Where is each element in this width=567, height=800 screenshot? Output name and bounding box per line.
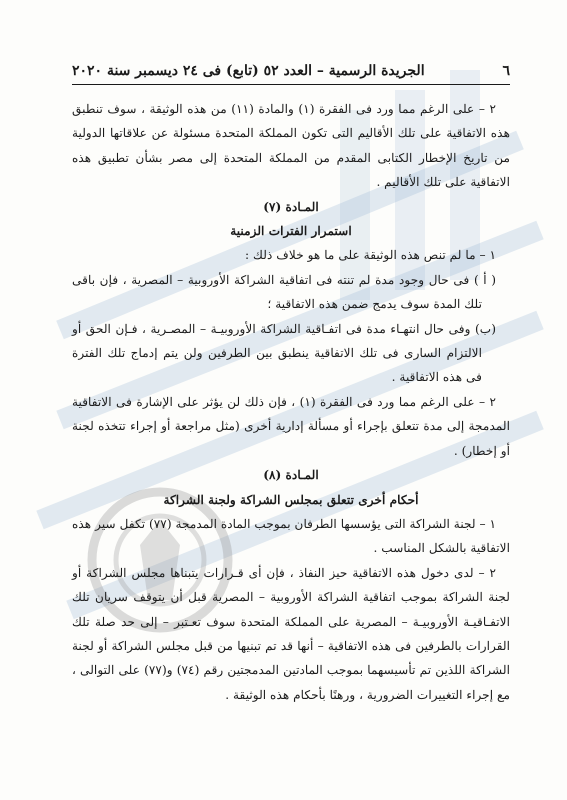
document-page xyxy=(72,60,510,760)
article-7-clause-1b: (ب) وفى حال انتهـاء مدة فى اتفـاقية الشراكة الأوروبيـة – المصـرية ، فـإن الحق أو الالتزام السارى فى تلك الاتفاقية ينطبق بين الطرفين ولن يتم إدماج تلك الفترة فى هذه الاتفاقية . xyxy=(72,321,496,385)
article-7-clause-1a: ( أ ) فى حال وجود مدة لم تنته فى اتفاقية الشراكة الأوروبية – المصرية ، فإن باقى تلك المدة سوف يدمج ضمن هذه الاتفاقية ؛ xyxy=(72,272,496,312)
article-7-clause-2: ٢ – على الرغم مما ورد فى الفقرة (١) ، فإن ذلك لن يؤثر على الإشارة فى الاتفاقية المدمجة إلى مدة تتعلق بإجراء أو مسألة إدارية أخرى (مثل مراجعة أو إجراء تتخذه لجنة أو إخطار) . xyxy=(72,394,510,458)
article-8-heading: أحكام أخرى تتعلق بمجلس الشراكة ولجنة الشراكة xyxy=(163,492,419,507)
article-8-title: المـادة (٨) xyxy=(263,468,319,483)
page-header xyxy=(72,60,510,85)
article-7-heading: استمرار الفترات الزمنية xyxy=(230,224,352,239)
article-8-clause-1: ١ – لجنة الشراكة التى يؤسسها الطرفان بموجب المادة المدمجة (٧٧) تكفل سير هذه الاتفاقية بالشكل المناسب . xyxy=(72,516,510,556)
article-8-clause-2: ٢ – لدى دخول هذه الاتفاقية حيز النفاذ ، فإن أى قـرارات يتبناها مجلس الشراكة أو لجنة الشراكة بموجب اتفاقية الشراكة الأوروبية – المصرية قبل أن يتوقف سريان تلك الاتفـاقيـة الأوروبيـة – المصرية على المملكة المتحدة سوف تعـتبر – إلى حد صلة تلك القرارات بالطرفين فى هذه الاتفاقية – أنها قد تم تبنيها من قبل مجلس الشراكة أو لجنة الشراكة اللذين تم تأسيسهما بموجب المادتين المدمجتين رقم (٧٤) و(٧٧) على التوالى ، مع إجراء التغييرات الضرورية ، ورهنًا بأحكام هذه الوثيقة . xyxy=(72,565,510,702)
paragraph-2: ٢ – على الرغم مما ورد فى الفقرة (١) والمادة (١١) من هذه الوثيقة ، سوف تنطبق هذه الاتفاقية على تلك الأقاليم التى تكون المملكة المتحدة مسئولة عن علاقاتها الدولية من تاريخ الإخطار الكتابى المقدم من المملكة المتحدة إلى مصر بشأن تطبيق هذه الاتفاقية على تلك الأقاليم . xyxy=(72,102,510,190)
article-7-clause-1: ١ – ما لم تنص هذه الوثيقة على ما هو خلاف ذلك : xyxy=(245,248,496,263)
article-7-title: المـادة (٧) xyxy=(263,199,319,214)
gazette-title: الجريدة الرسمية – العدد ٥٢ (تابع) فى ٢٤ ديسمبر سنة ٢٠٢٠ xyxy=(72,63,425,79)
page-number: ٦ xyxy=(502,63,510,79)
